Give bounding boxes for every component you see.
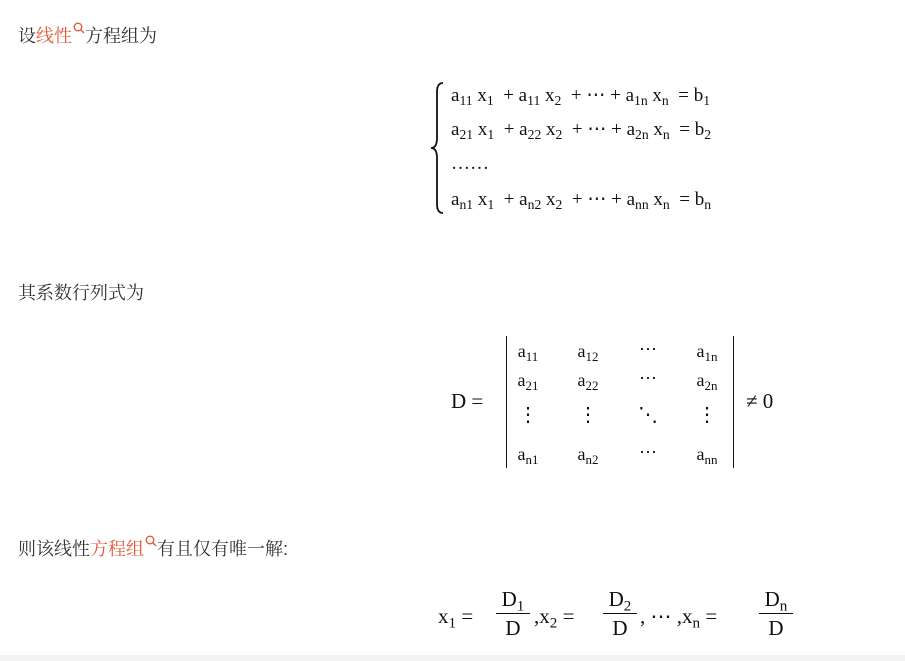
determinant-left-bar bbox=[506, 336, 507, 468]
det-cell: ⋯ bbox=[639, 442, 657, 462]
determinant-right-bar bbox=[733, 336, 734, 468]
fraction-dn-over-d: $D_n$ D bbox=[759, 586, 793, 641]
fraction-d1-over-d: $D_1$ D bbox=[496, 586, 530, 641]
solution-xn: , ⋯ $,x_n$ = bbox=[640, 604, 718, 632]
fraction-d2-over-d: $D_2$ D bbox=[603, 586, 637, 641]
equation-row-n: $a_{n1}$ $x_1 + a_{n2}$ $x_2$ + ⋯ + $a_{nn}$ $x_n = b_n$ bbox=[451, 189, 712, 213]
intro-prefix: 设 bbox=[18, 26, 36, 46]
determinant-lhs: D = bbox=[451, 389, 484, 413]
paragraph-solution-intro bbox=[18, 535, 288, 560]
paragraph-determinant-intro: 其系数行列式为 bbox=[18, 283, 144, 303]
keyword-link-linear[interactable]: 线性 bbox=[36, 26, 72, 46]
det-cell: $a_{11}$ bbox=[517, 341, 539, 364]
det-cell: $a_{12}$ bbox=[577, 341, 599, 364]
equation-row-1: $a_{11}$ $x_1 + a_{11}$ $x_2$ + ⋯ + $a_{1n}$ $x_n = b_1$ bbox=[451, 85, 711, 109]
keyword-link-system[interactable]: 方程组 bbox=[90, 539, 144, 559]
solution-intro-prefix: 则该线性 bbox=[18, 539, 90, 559]
det-cell: $a_{nn}$ bbox=[696, 444, 718, 467]
det-cell: $a_{n2}$ bbox=[577, 444, 599, 467]
bottom-divider bbox=[0, 655, 905, 661]
equation-ellipsis-row: …… bbox=[451, 153, 489, 174]
paragraph-intro bbox=[18, 22, 157, 47]
search-icon[interactable] bbox=[145, 535, 157, 547]
intro-suffix: 方程组为 bbox=[85, 26, 157, 46]
det-cell: ⋮ bbox=[697, 404, 717, 426]
equation-row-2: $a_{21}$ $x_1 + a_{22}$ $x_2$ + ⋯ + $a_{2n}$ $x_n = b_2$ bbox=[451, 119, 712, 143]
solution-x1: $x_1$ = bbox=[438, 604, 474, 632]
det-cell: $a_{n1}$ bbox=[517, 444, 539, 467]
det-cell: $a_{22}$ bbox=[577, 370, 599, 393]
solution-intro-suffix: 有且仅有唯一解: bbox=[157, 539, 289, 559]
det-cell: ⋱ bbox=[638, 404, 658, 426]
det-cell: $a_{2n}$ bbox=[696, 370, 718, 393]
solution-x2: $,x_2$ = bbox=[534, 604, 575, 632]
determinant-rhs: ≠ 0 bbox=[746, 389, 774, 413]
det-cell: $a_{21}$ bbox=[517, 370, 539, 393]
det-cell: ⋮ bbox=[518, 404, 538, 426]
left-brace bbox=[429, 82, 445, 214]
det-cell: ⋯ bbox=[639, 339, 657, 359]
search-icon[interactable] bbox=[73, 22, 85, 34]
det-cell: $a_{1n}$ bbox=[696, 341, 718, 364]
det-cell: ⋯ bbox=[639, 368, 657, 388]
det-cell: ⋮ bbox=[578, 404, 598, 426]
